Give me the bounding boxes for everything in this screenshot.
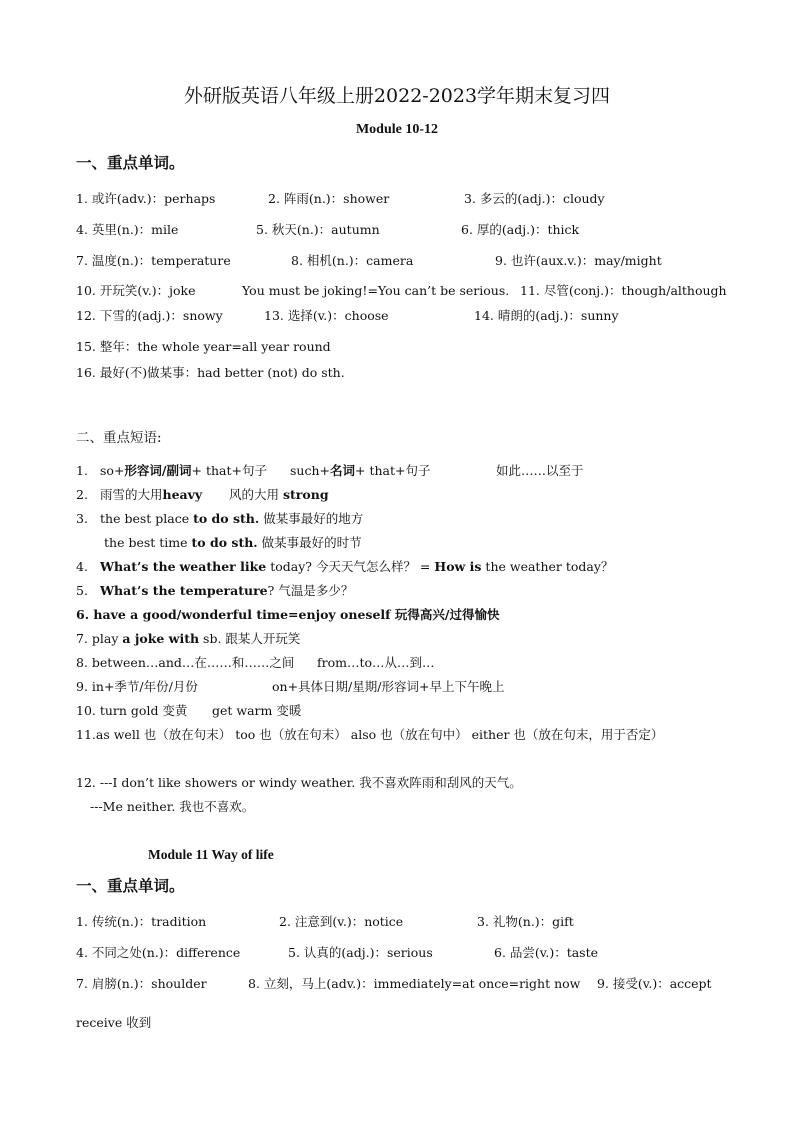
word-item: 12. 下雪的(adj.)：snowy xyxy=(76,308,223,323)
phrase-text xyxy=(100,583,353,599)
phrase-part: so+ xyxy=(100,463,125,478)
phrase-part: today? 今天天气怎么样？ = xyxy=(270,559,431,574)
phrase-item: 12. ---I don’t like showers or windy weather. 我不喜欢阵雨和刮风的天气。 xyxy=(76,775,522,790)
phrase-number: 1. xyxy=(76,463,88,478)
word-item: 16. 最好(不)做某事：had better (not) do sth. xyxy=(76,365,345,380)
phrase-item xyxy=(76,655,726,671)
word-item: 7. 温度(n.)：temperature xyxy=(76,253,231,268)
phrase-part: such+ xyxy=(290,463,330,478)
section-heading-phrases: 二、重点短语: xyxy=(76,430,162,446)
phrase-emphasis: strong xyxy=(283,487,329,502)
phrase-part: 风的大用 xyxy=(229,487,280,502)
phrase-item: ---Me neither. 我也不喜欢。 xyxy=(90,799,255,814)
word-row xyxy=(76,283,726,299)
word-row xyxy=(76,976,726,992)
phrase-item: 11.as well 也（放在句末） too 也（放在句末） also 也（放在句中） either 也（放在句末，用于否定） xyxy=(76,727,664,742)
phrase-part: + that+句子 xyxy=(191,463,267,478)
phrase-emphasis: 名词 xyxy=(330,463,356,478)
section-heading-words: 一、重点单词。 xyxy=(76,876,185,895)
word-item: 13. 选择(v.)：choose xyxy=(264,308,389,323)
phrase-part: 雨雪的大用 xyxy=(100,487,163,502)
word-item: 9. 也许(aux.v.)：may/might xyxy=(495,253,662,268)
phrase-emphasis: How is xyxy=(434,559,482,574)
phrase-item xyxy=(76,559,726,575)
phrase-part: the weather today？ xyxy=(485,559,614,574)
phrase-item xyxy=(76,583,726,599)
word-item: 6. 厚的(adj.)：thick xyxy=(461,222,580,237)
word-row xyxy=(76,914,726,930)
phrase-emphasis: weather like xyxy=(179,559,267,574)
word-item: 5. 秋天(n.)：autumn xyxy=(256,222,380,237)
phrase-emphasis: to do sth. xyxy=(191,535,258,550)
phrase-emphasis: What’s the temperature xyxy=(100,583,268,598)
phrase-item xyxy=(76,511,726,527)
phrase-text xyxy=(290,463,431,479)
phrase-part: 9. in+季节/年份/月份 xyxy=(76,679,198,694)
word-item: 7. 肩膀(n.)：shoulder xyxy=(76,976,207,991)
word-item: 15. 整年：the whole year=all year round xyxy=(76,339,331,354)
phrase-emphasis: to do sth. xyxy=(193,511,260,526)
phrase-text xyxy=(100,511,363,527)
phrase-item xyxy=(76,463,726,479)
word-item: 9. 接受(v.)：accept xyxy=(597,976,712,991)
phrase-part: 7. play xyxy=(76,631,119,646)
word-item: 4. 不同之处(n.)：difference xyxy=(76,945,241,960)
word-item: 14. 晴朗的(adj.)：sunny xyxy=(474,308,619,323)
phrase-meaning: 做某事最好的地方 xyxy=(263,511,364,526)
word-item: 6. 品尝(v.)：taste xyxy=(494,945,599,960)
phrase-part: 10. turn gold 变黄 xyxy=(76,703,188,718)
phrase-emphasis: heavy xyxy=(162,487,203,502)
document-subtitle: Module 10-12 xyxy=(355,122,439,137)
phrase-text xyxy=(100,487,202,503)
word-item: 8. 立刻，马上(adv.)：immediately=at once=right now xyxy=(248,976,581,991)
word-item: 2. 注意到(v.)：notice xyxy=(279,914,404,929)
phrase-item xyxy=(76,631,300,647)
section-heading-words: 一、重点单词。 xyxy=(76,153,185,172)
phrase-part: + that+句子 xyxy=(355,463,431,478)
phrase-part: sb. 跟某人开玩笑 xyxy=(203,631,301,646)
phrase-meaning: 做某事最好的时节 xyxy=(261,535,362,550)
phrase-part: from…to…从…到… xyxy=(317,655,435,670)
phrase-number: 5. xyxy=(76,583,88,598)
phrase-item xyxy=(76,703,726,719)
word-item: 10. 开玩笑(v.)：joke xyxy=(76,283,196,298)
phrase-text xyxy=(229,487,329,503)
word-row xyxy=(76,253,726,269)
word-item: 3. 多云的(adj.)：cloudy xyxy=(464,191,605,206)
word-row xyxy=(76,222,726,238)
word-item: 2. 阵雨(n.)：shower xyxy=(268,191,390,206)
word-item: 1. 传统(n.)：tradition xyxy=(76,914,207,929)
phrase-text xyxy=(100,463,267,479)
word-item: 5. 认真的(adj.)：serious xyxy=(288,945,433,960)
phrase-meaning: 如此……以至于 xyxy=(496,463,584,478)
word-item: 4. 英里(n.)：mile xyxy=(76,222,179,237)
word-item: 8. 相机(n.)：camera xyxy=(291,253,414,268)
phrase-part: the best time xyxy=(104,535,188,550)
word-item: receive 收到 xyxy=(76,1015,152,1030)
phrase-emphasis: a joke with xyxy=(122,631,200,646)
phrase-item: 6. have a good/wonderful time=enjoy oneself 玩得高兴/过得愉快 xyxy=(76,607,500,622)
word-item: 11. 尽管(conj.)：though/although xyxy=(520,283,727,298)
word-item: You must be joking!=You can’t be serious. xyxy=(242,283,510,298)
phrase-part: 8. between…and…在……和……之间 xyxy=(76,655,295,670)
phrase-emphasis: 形容词/副词 xyxy=(124,463,192,478)
module-title: Module 11 Way of life xyxy=(148,847,274,862)
document-title: 外研版英语八年级上册2022-2023学年期末复习四 xyxy=(183,85,611,107)
word-row xyxy=(76,308,726,324)
phrase-text xyxy=(100,559,613,575)
phrase-number: 3. xyxy=(76,511,88,526)
word-item: 3. 礼物(n.)：gift xyxy=(477,914,574,929)
phrase-part: on+具体日期/星期/形容词+早上下午晚上 xyxy=(272,679,505,694)
word-row xyxy=(76,945,726,961)
phrase-item xyxy=(76,487,726,503)
phrase-part: the best place xyxy=(100,511,190,526)
phrase-number: 2. xyxy=(76,487,88,502)
phrase-part: get warm 变暖 xyxy=(212,703,302,718)
phrase-item xyxy=(76,679,726,695)
phrase-item xyxy=(104,535,362,551)
phrase-emphasis: What’s the xyxy=(100,559,176,574)
word-row xyxy=(76,191,726,207)
phrase-part: ? 气温是多少？ xyxy=(267,583,354,598)
word-item: 1. 或许(adv.)：perhaps xyxy=(76,191,216,206)
phrase-number: 4. xyxy=(76,559,88,574)
